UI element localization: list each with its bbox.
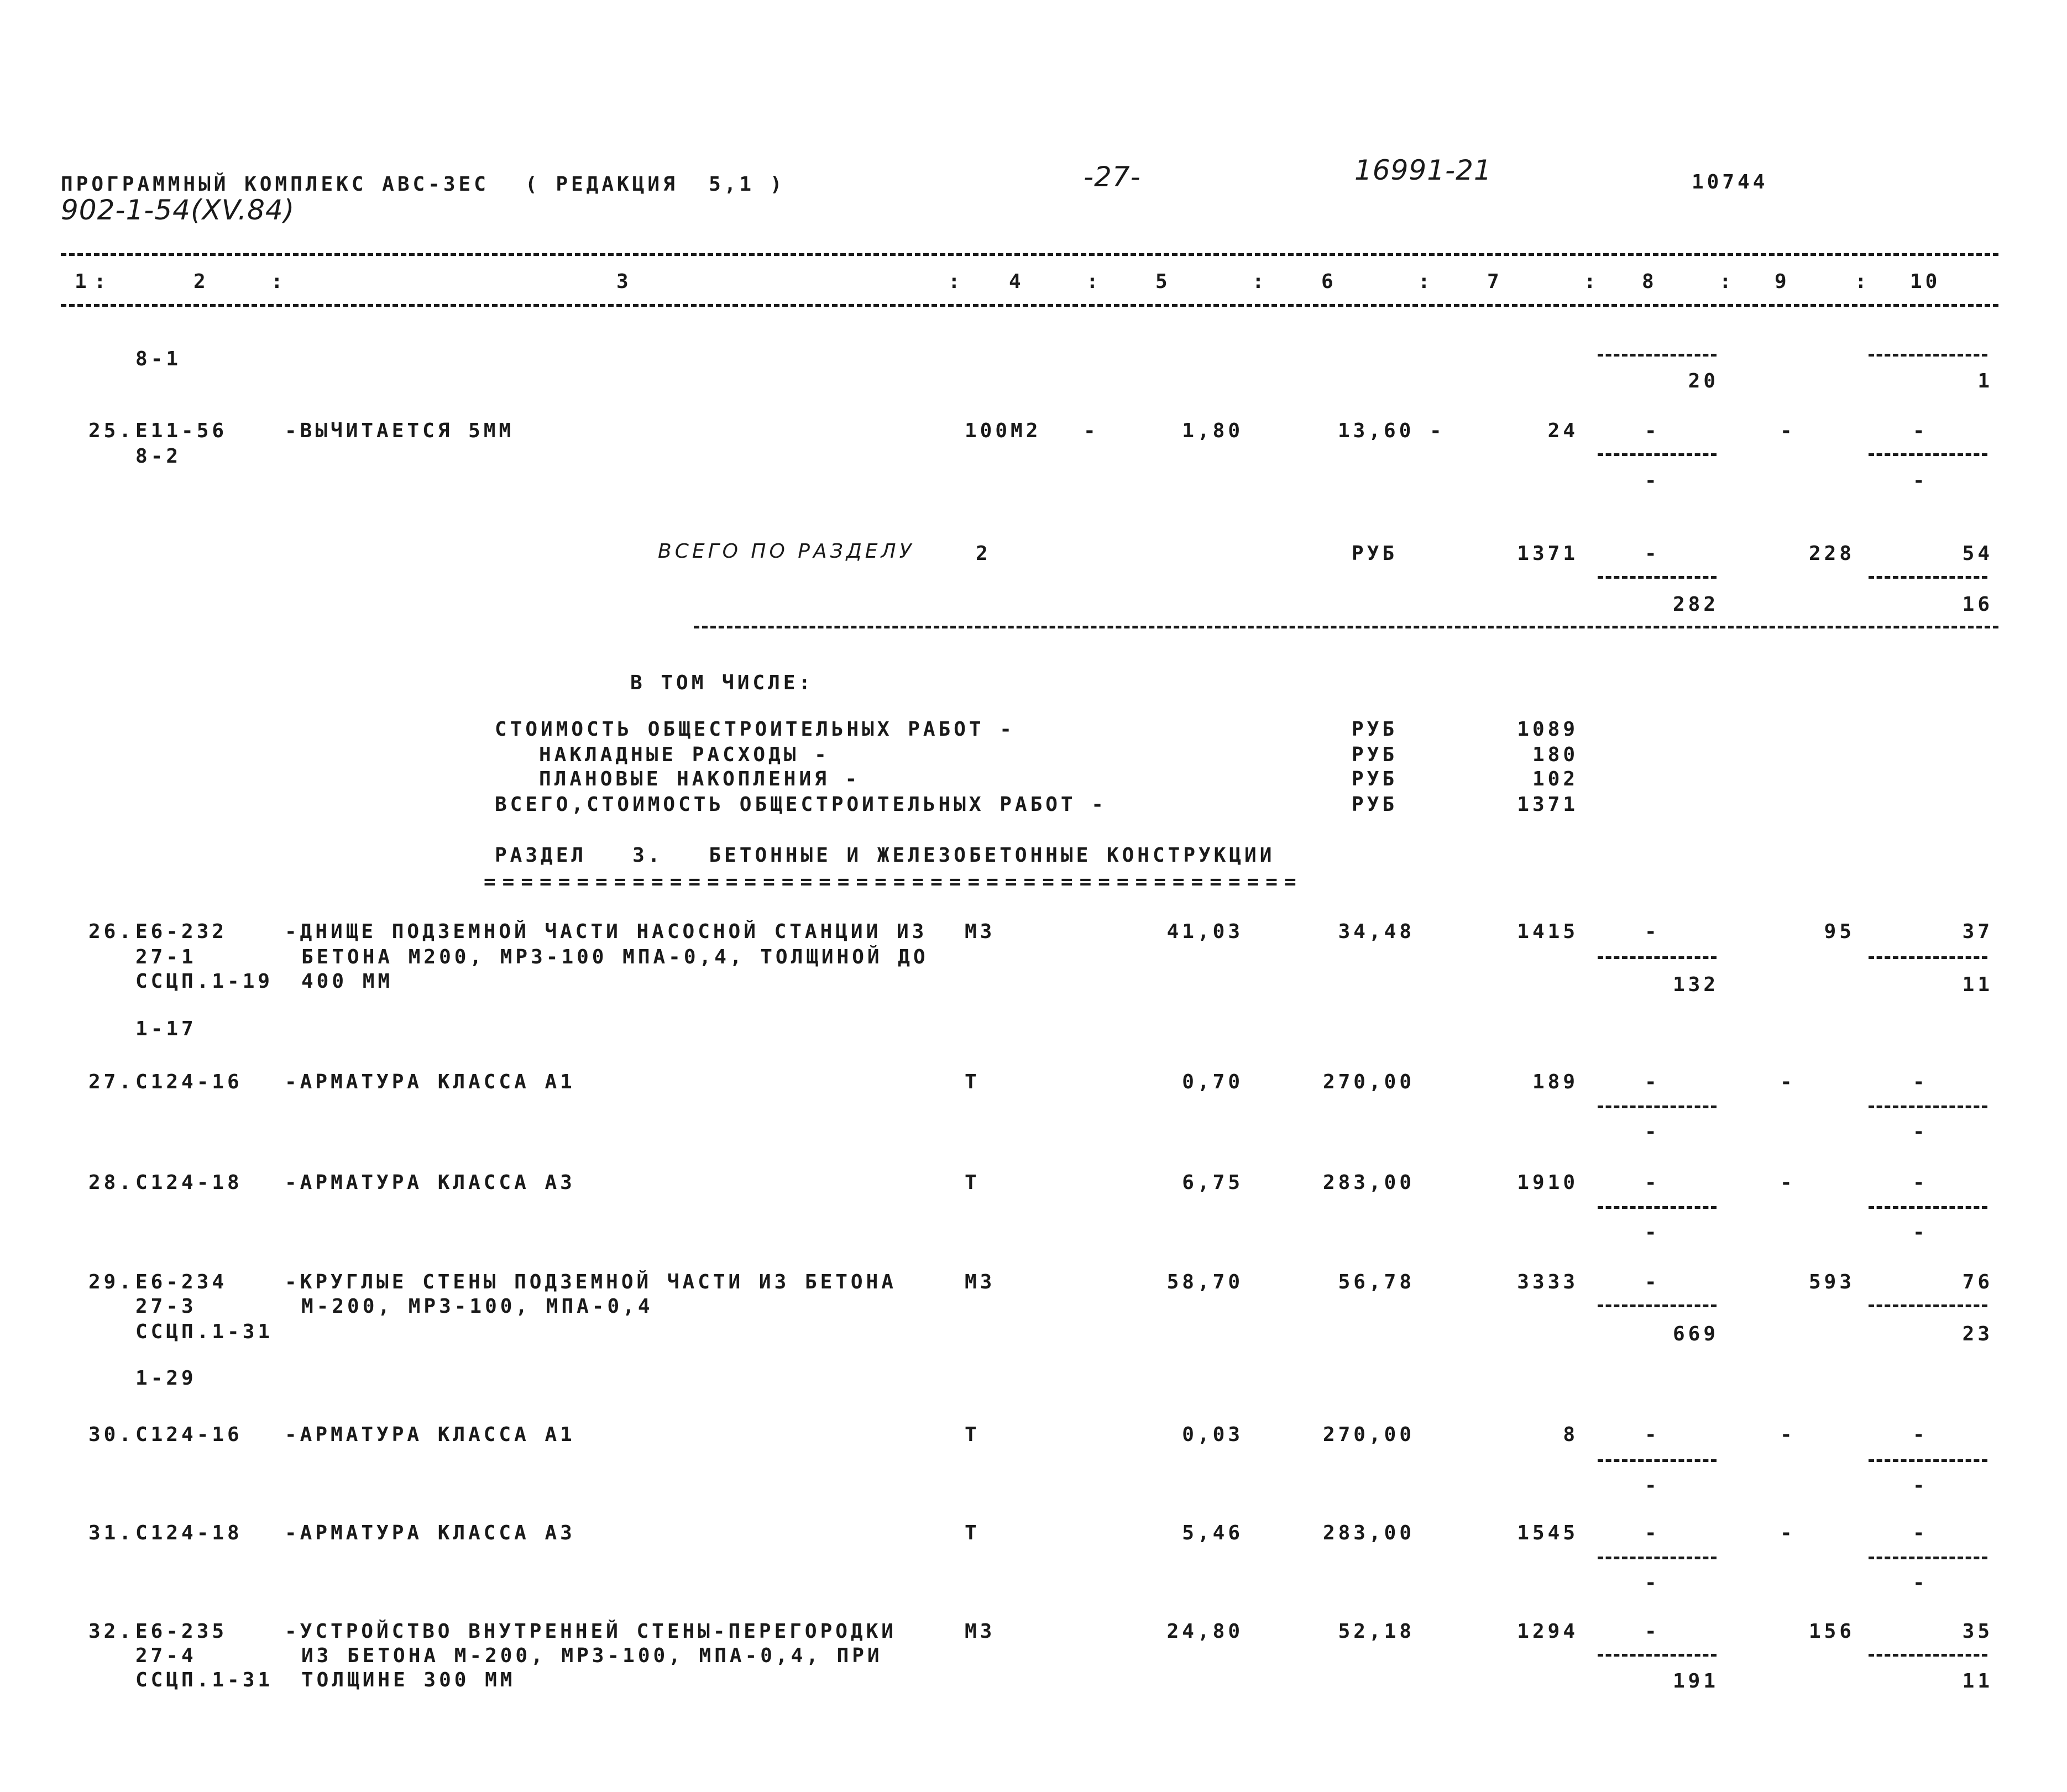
row-quantity: 41,03 bbox=[1166, 920, 1243, 943]
row-unit: М3 bbox=[965, 920, 996, 943]
row-quantity: 0,03 bbox=[1182, 1423, 1243, 1446]
row-total: 1294 bbox=[1517, 1620, 1578, 1643]
row-code: С124-18 bbox=[135, 1522, 243, 1544]
row-col4-mark: - bbox=[1084, 420, 1099, 442]
cell-col8-bottom: 191 bbox=[1672, 1670, 1719, 1693]
row-code: Е6-234 bbox=[135, 1271, 228, 1293]
row-description-cont: ТОЛЩИНЕ 300 ММ bbox=[301, 1669, 516, 1691]
fraction-line bbox=[1869, 1304, 1987, 1307]
row-description: -КРУГЛЫЕ СТЕНЫ ПОДЗЕМНОЙ ЧАСТИ ИЗ БЕТОНА bbox=[285, 1271, 897, 1293]
row-price: 34,48 bbox=[1338, 920, 1415, 943]
including-label: ПЛАНОВЫЕ НАКОПЛЕНИЯ - bbox=[539, 768, 861, 790]
cell-col10-top: 76 bbox=[1962, 1271, 1993, 1293]
including-label: НАКЛАДНЫЕ РАСХОДЫ - bbox=[539, 743, 830, 766]
fraction-line bbox=[1869, 453, 1987, 456]
fraction-line bbox=[1869, 1654, 1987, 1657]
row-code-ref: ССЦП.1-19 bbox=[135, 970, 274, 993]
header-bottom-rule bbox=[61, 304, 1998, 307]
row-number: 30. bbox=[88, 1423, 135, 1446]
row-description-cont: 400 ММ bbox=[301, 970, 394, 993]
fraction-line bbox=[1869, 354, 1987, 357]
including-value: 180 bbox=[1532, 743, 1578, 766]
fraction-line bbox=[1598, 453, 1717, 456]
fraction-line bbox=[1598, 1654, 1717, 1657]
row-description: -УСТРОЙСТВО ВНУТРЕННЕЙ СТЕНЫ-ПЕРЕГОРОДКИ bbox=[285, 1620, 897, 1643]
row-code: С124-18 bbox=[135, 1171, 243, 1194]
cell-col10-top: - bbox=[1913, 1423, 1928, 1446]
cell-col10-bottom: - bbox=[1913, 1571, 1928, 1594]
cell-col10-bottom: - bbox=[1913, 1120, 1928, 1143]
cell-col10-bottom: 11 bbox=[1962, 1670, 1993, 1693]
fraction-line bbox=[1598, 1557, 1717, 1559]
cell-col9: 95 bbox=[1824, 920, 1855, 943]
row-subcode: 1-17 bbox=[135, 1018, 197, 1040]
cell-col8-bottom: 669 bbox=[1672, 1323, 1719, 1345]
cell-col10-top: 37 bbox=[1962, 920, 1993, 943]
including-unit: РУБ bbox=[1352, 768, 1398, 790]
col-sep: : bbox=[948, 270, 964, 293]
fraction-line bbox=[1598, 1206, 1717, 1209]
including-label: СТОИМОСТЬ ОБЩЕСТРОИТЕЛЬНЫХ РАБОТ - bbox=[495, 718, 1015, 741]
section-total-rule bbox=[694, 626, 1998, 628]
row-price: 52,18 bbox=[1338, 1620, 1415, 1643]
row-description: -АРМАТУРА КЛАССА А3 bbox=[285, 1171, 575, 1194]
section-total-col8-top: - bbox=[1645, 542, 1660, 565]
including-label: ВСЕГО,СТОИМОСТЬ ОБЩЕСТРОИТЕЛЬНЫХ РАБОТ - bbox=[495, 793, 1107, 816]
fraction-line bbox=[1869, 956, 1987, 959]
row-quantity: 0,70 bbox=[1182, 1071, 1243, 1093]
fraction-line bbox=[1869, 1206, 1987, 1209]
col-4: 4 bbox=[1009, 270, 1024, 293]
including-value: 1371 bbox=[1517, 793, 1578, 816]
section-total-col10-bottom: 16 bbox=[1962, 593, 1993, 616]
row-quantity: 1,80 bbox=[1182, 420, 1243, 442]
row-code-sub: 27-1 bbox=[135, 946, 197, 968]
row-total: 189 bbox=[1532, 1071, 1578, 1093]
cell-col10-bottom: 11 bbox=[1962, 973, 1993, 996]
row-number: 27. bbox=[88, 1071, 135, 1093]
including-value: 1089 bbox=[1517, 718, 1578, 741]
col-9: 9 bbox=[1775, 270, 1790, 293]
row-code: С124-16 bbox=[135, 1071, 243, 1093]
including-unit: РУБ bbox=[1352, 718, 1398, 741]
cell-col8-bottom: - bbox=[1645, 469, 1660, 492]
row-unit: 100М2 bbox=[965, 420, 1042, 442]
fraction-line bbox=[1598, 1304, 1717, 1307]
col-sep: : bbox=[1086, 270, 1102, 293]
col-6: 6 bbox=[1321, 270, 1337, 293]
including-unit: РУБ bbox=[1352, 793, 1398, 816]
col-sep: : bbox=[271, 270, 286, 293]
cell-col9: - bbox=[1780, 1522, 1796, 1544]
row-subcode: 1-29 bbox=[135, 1367, 197, 1390]
row-unit: Т bbox=[965, 1522, 980, 1544]
cell-col10-top: 35 bbox=[1962, 1620, 1993, 1643]
row-total: 1415 bbox=[1517, 920, 1578, 943]
row-code-sub: 27-3 bbox=[135, 1295, 197, 1318]
cell-col8-top: - bbox=[1645, 920, 1660, 943]
section-total-value: 1371 bbox=[1517, 542, 1578, 565]
row-code-sub: 27-4 bbox=[135, 1644, 197, 1667]
cell-col10-top: - bbox=[1913, 1171, 1928, 1194]
row-unit: Т bbox=[965, 1071, 980, 1093]
row-code: С124-16 bbox=[135, 1423, 243, 1446]
row-code-ref: ССЦП.1-31 bbox=[135, 1321, 274, 1343]
cell-col10-bottom: 23 bbox=[1962, 1323, 1993, 1345]
row-total: 1910 bbox=[1517, 1171, 1578, 1194]
col-1: 1 bbox=[75, 270, 90, 293]
row-number: 28. bbox=[88, 1171, 135, 1194]
cell-col8-top: - bbox=[1645, 1271, 1660, 1293]
row-code-sub: 8-2 bbox=[135, 445, 182, 468]
row-price: 283,00 bbox=[1322, 1171, 1415, 1194]
row-quantity: 5,46 bbox=[1182, 1522, 1243, 1544]
row-number: 31. bbox=[88, 1522, 135, 1544]
col-10: 10 bbox=[1910, 270, 1941, 293]
row-total: 1545 bbox=[1517, 1522, 1578, 1544]
row-quantity: 6,75 bbox=[1182, 1171, 1243, 1194]
section-title: РАЗДЕЛ 3. БЕТОННЫЕ И ЖЕЛЕЗОБЕТОННЫЕ КОНСТРУКЦИИ bbox=[495, 844, 1275, 867]
row-subcode: 8-1 bbox=[135, 348, 182, 370]
program-name: ПРОГРАММНЫЙ КОМПЛЕКС АВС-3ЕС bbox=[61, 173, 489, 196]
row-unit: Т bbox=[965, 1171, 980, 1194]
row-description: -АРМАТУРА КЛАССА А1 bbox=[285, 1071, 575, 1093]
row-description: -ДНИЩЕ ПОДЗЕМНОЙ ЧАСТИ НАСОСНОЙ СТАНЦИИ ИЗ bbox=[285, 920, 928, 943]
fraction-line bbox=[1869, 1557, 1987, 1559]
row-price: 283,00 bbox=[1322, 1522, 1415, 1544]
fraction-line bbox=[1598, 576, 1717, 579]
section-total-number: 2 bbox=[976, 542, 991, 565]
cell-col9: - bbox=[1780, 1171, 1796, 1194]
col-sep: : bbox=[94, 270, 109, 293]
page-number: -27- bbox=[1084, 161, 1141, 193]
row-quantity: 58,70 bbox=[1166, 1271, 1243, 1293]
col-sep: : bbox=[1418, 270, 1433, 293]
row-price: 56,78 bbox=[1338, 1271, 1415, 1293]
row-description: -АРМАТУРА КЛАССА А1 bbox=[285, 1423, 575, 1446]
fraction-line bbox=[1598, 1105, 1717, 1108]
header-top-rule bbox=[61, 253, 1998, 256]
col-2: 2 bbox=[193, 270, 209, 293]
row-number: 32. bbox=[88, 1620, 135, 1643]
cell-col8-bottom: - bbox=[1645, 1571, 1660, 1594]
cell-col8-bottom: - bbox=[1645, 1120, 1660, 1143]
cell-col10-bottom: 1 bbox=[1977, 370, 1993, 392]
cell-col8-top: - bbox=[1645, 1620, 1660, 1643]
fraction-line bbox=[1598, 1459, 1717, 1462]
including-value: 102 bbox=[1532, 768, 1578, 790]
row-quantity: 24,80 bbox=[1166, 1620, 1243, 1643]
cell-col10-bottom: - bbox=[1913, 1474, 1928, 1497]
row-code-ref: ССЦП.1-31 bbox=[135, 1669, 274, 1691]
row-description-cont: БЕТОНА М200, МРЗ-100 МПА-0,4, ТОЛЩИНОЙ ДО bbox=[301, 946, 929, 968]
section-total-label: ВСЕГО ПО РАЗДЕЛУ bbox=[658, 540, 915, 563]
row-total: 8 bbox=[1563, 1423, 1578, 1446]
edition: ( РЕДАКЦИЯ 5,1 ) bbox=[525, 173, 786, 196]
col-sep: : bbox=[1584, 270, 1599, 293]
col-7: 7 bbox=[1487, 270, 1503, 293]
row-code: Е11-56 bbox=[135, 420, 228, 442]
project-code: 902-1-54(XV.84) bbox=[61, 194, 295, 226]
row-description: -ВЫЧИТАЕТСЯ 5ММ bbox=[285, 420, 515, 442]
col-3: 3 bbox=[616, 270, 632, 293]
section-total-unit: РУБ bbox=[1352, 542, 1398, 565]
cell-col8-top: - bbox=[1645, 420, 1660, 442]
row-price: 270,00 bbox=[1322, 1071, 1415, 1093]
row-description-cont: ИЗ БЕТОНА М-200, МРЗ-100, МПА-0,4, ПРИ bbox=[301, 1644, 883, 1667]
row-unit: М3 bbox=[965, 1620, 996, 1643]
cell-col9: - bbox=[1780, 1423, 1796, 1446]
cell-col8-top: - bbox=[1645, 1171, 1660, 1194]
section-total-col8-bottom: 282 bbox=[1672, 593, 1719, 616]
cell-col8-top: - bbox=[1645, 1423, 1660, 1446]
row-unit: Т bbox=[965, 1423, 980, 1446]
cell-col9: - bbox=[1780, 1071, 1796, 1093]
fraction-line bbox=[1869, 1105, 1987, 1108]
cell-col10-bottom: - bbox=[1913, 1221, 1928, 1244]
fraction-line bbox=[1598, 956, 1717, 959]
doc-code: 16991-21 bbox=[1354, 154, 1492, 186]
row-number: 26. bbox=[88, 920, 135, 943]
col-5: 5 bbox=[1155, 270, 1171, 293]
cell-col8-top: - bbox=[1645, 1071, 1660, 1093]
row-price: 270,00 bbox=[1322, 1423, 1415, 1446]
row-number: 29. bbox=[88, 1271, 135, 1293]
col-sep: : bbox=[1855, 270, 1870, 293]
section-total-col10-top: 54 bbox=[1962, 542, 1993, 565]
sheet-number: 10744 bbox=[1692, 171, 1768, 193]
including-title: В ТОМ ЧИСЛЕ: bbox=[630, 672, 814, 694]
row-description-cont: М-200, МРЗ-100, МПА-0,4 bbox=[301, 1295, 653, 1318]
cell-col9: 593 bbox=[1808, 1271, 1855, 1293]
row-number: 25. bbox=[88, 420, 135, 442]
cell-col8-bottom: 20 bbox=[1688, 370, 1719, 392]
cell-col10-top: - bbox=[1913, 420, 1928, 442]
cell-col8-bottom: 132 bbox=[1672, 973, 1719, 996]
col-8: 8 bbox=[1642, 270, 1657, 293]
col-sep: : bbox=[1252, 270, 1268, 293]
cell-col8-top: - bbox=[1645, 1522, 1660, 1544]
fraction-line bbox=[1869, 1459, 1987, 1462]
cell-col9: 156 bbox=[1808, 1620, 1855, 1643]
cell-col8-bottom: - bbox=[1645, 1474, 1660, 1497]
row-total: 3333 bbox=[1517, 1271, 1578, 1293]
row-code: Е6-235 bbox=[135, 1620, 228, 1643]
cell-col9: - bbox=[1780, 420, 1796, 442]
section-title-underline: ============================================ bbox=[484, 871, 1303, 893]
including-unit: РУБ bbox=[1352, 743, 1398, 766]
row-price: 13,60 - bbox=[1338, 420, 1445, 442]
col-sep: : bbox=[1719, 270, 1735, 293]
cell-col8-bottom: - bbox=[1645, 1221, 1660, 1244]
row-description: -АРМАТУРА КЛАССА А3 bbox=[285, 1522, 575, 1544]
row-unit: М3 bbox=[965, 1271, 996, 1293]
cell-col10-bottom: - bbox=[1913, 469, 1928, 492]
fraction-line bbox=[1869, 576, 1987, 579]
section-total-col9: 228 bbox=[1808, 542, 1855, 565]
row-code: Е6-232 bbox=[135, 920, 228, 943]
fraction-line bbox=[1598, 354, 1717, 357]
row-total: 24 bbox=[1547, 420, 1578, 442]
cell-col10-top: - bbox=[1913, 1071, 1928, 1093]
cell-col10-top: - bbox=[1913, 1522, 1928, 1544]
